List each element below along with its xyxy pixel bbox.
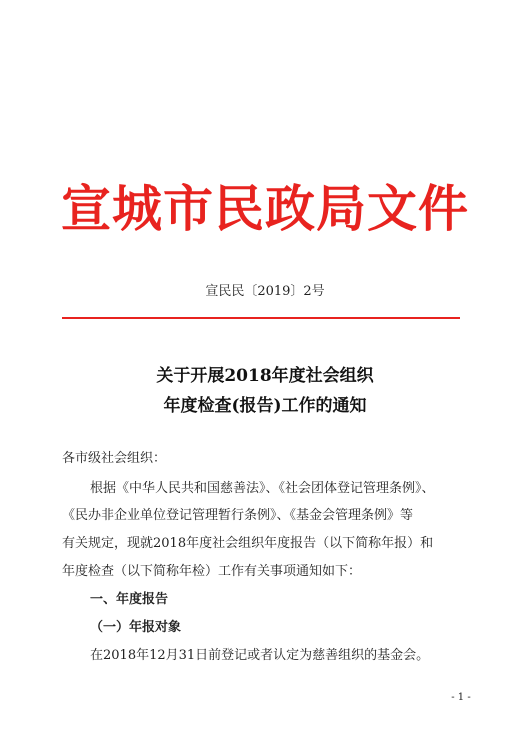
document-header-title: 宣城市民政局文件 [61,179,469,238]
salutation: 各市级社会组织： [62,451,167,466]
section-heading-annual-report: 一、年度报告 [90,592,169,607]
notice-title-line-1: 关于开展2018年度社会组织 [156,366,374,386]
page-number: - 1 - [451,692,471,703]
body-paragraph-report-target: 在2018年12月31日前登记或者认定为慈善组织的基金会。 [90,648,430,663]
body-paragraph-line-2: 《民办非企业单位登记管理暂行条例》、《基金会管理条例》等 [62,508,414,523]
body-paragraph-line-4: 年度检查（以下简称年检）工作有关事项通知如下： [62,564,362,579]
body-paragraph-line-1: 根据《中华人民共和国慈善法》、《社会团体登记管理条例》、 [90,481,435,496]
body-paragraph-line-3: 有关规定，现就2018年度社会组织年度报告（以下简称年报）和 [62,536,434,551]
header-divider-line [62,317,460,319]
notice-title-line-2: 年度检查(报告)工作的通知 [163,396,367,416]
document-number: 宣民民〔2019〕2号 [205,284,325,299]
subsection-heading-report-target: （一）年报对象 [90,620,182,635]
